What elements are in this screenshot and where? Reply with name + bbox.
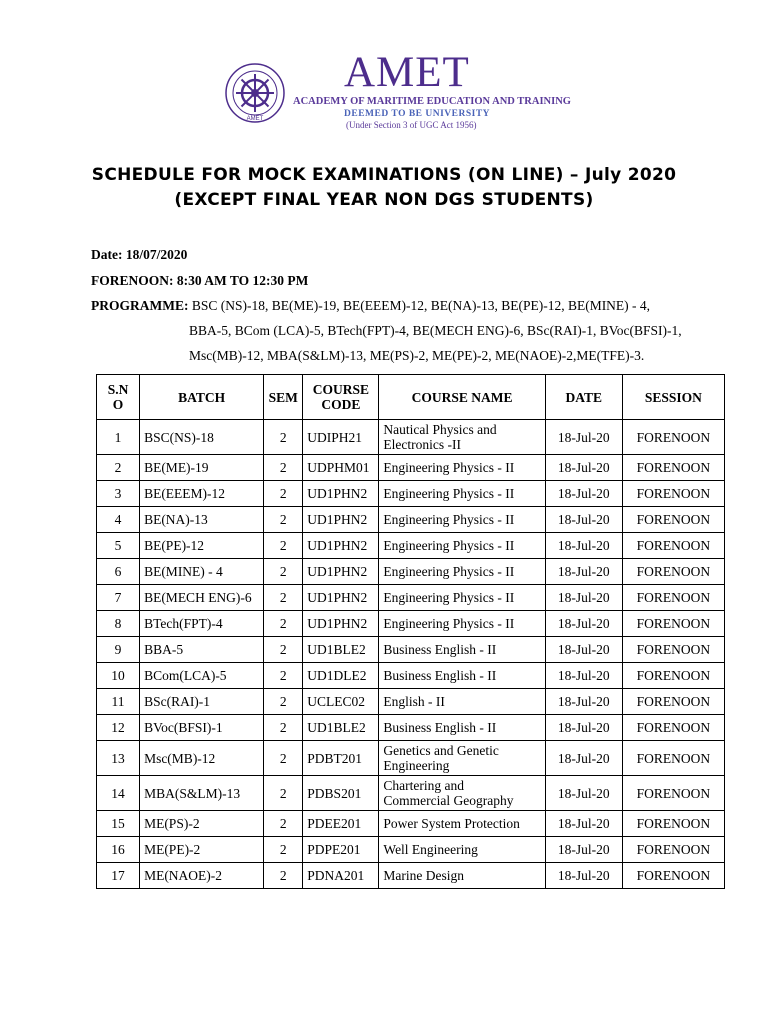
- header-session: SESSION: [622, 375, 724, 420]
- cell-course-name: Engineering Physics - II: [379, 455, 545, 481]
- schedule-table: [96, 374, 725, 889]
- cell-date: 18-Jul-20: [545, 663, 622, 689]
- table-header-row: [97, 375, 725, 420]
- cell-batch: BE(PE)-12: [140, 533, 264, 559]
- cell-session: FORENOON: [622, 637, 724, 663]
- table-row: [97, 611, 725, 637]
- cell-batch: BSC(NS)-18: [140, 420, 264, 455]
- forenoon-value: 8:30 AM TO 12:30 PM: [176, 273, 309, 288]
- cell-course-name: [379, 741, 545, 776]
- cell-sno: 2: [97, 455, 140, 481]
- cell-batch: ME(PE)-2: [140, 837, 264, 863]
- cell-batch: BE(EEEM)-12: [140, 481, 264, 507]
- table-row: [97, 741, 725, 776]
- cell-batch: ME(NAOE)-2: [140, 863, 264, 889]
- cell-session: FORENOON: [622, 811, 724, 837]
- cell-batch: BE(ME)-19: [140, 455, 264, 481]
- forenoon-line: [91, 273, 308, 289]
- cell-batch: BE(MINE) - 4: [140, 559, 264, 585]
- table-row: [97, 637, 725, 663]
- table-row: [97, 455, 725, 481]
- cell-session: FORENOON: [622, 837, 724, 863]
- header-course-name: COURSE NAME: [379, 375, 545, 420]
- cell-sem: 2: [264, 481, 303, 507]
- cell-session: FORENOON: [622, 776, 724, 811]
- cell-date: 18-Jul-20: [545, 776, 622, 811]
- cell-date: 18-Jul-20: [545, 585, 622, 611]
- cell-sno: 14: [97, 776, 140, 811]
- cell-sem: 2: [264, 585, 303, 611]
- cell-sno: 1: [97, 420, 140, 455]
- cell-session: FORENOON: [622, 481, 724, 507]
- cell-batch: BE(NA)-13: [140, 507, 264, 533]
- cell-sno: 15: [97, 811, 140, 837]
- cell-course-code: UD1PHN2: [303, 507, 379, 533]
- date-label: Date:: [91, 247, 123, 262]
- cell-sem: 2: [264, 741, 303, 776]
- cell-course-code: UDPHM01: [303, 455, 379, 481]
- cell-session: FORENOON: [622, 715, 724, 741]
- programme-line-2: BBA-5, BCom (LCA)-5, BTech(FPT)-4, BE(MECH ENG)-6, BSc(RAI)-1, BVoc(BFSI)-1,: [189, 323, 682, 338]
- cell-sem: 2: [264, 455, 303, 481]
- cell-sem: 2: [264, 837, 303, 863]
- cell-course-code: UD1DLE2: [303, 663, 379, 689]
- page-subtitle: (EXCEPT FINAL YEAR NON DGS STUDENTS): [174, 190, 594, 210]
- cell-batch: MBA(S&LM)-13: [140, 776, 264, 811]
- date-line: [91, 247, 187, 263]
- cell-course-name: [379, 776, 545, 811]
- cell-session: FORENOON: [622, 663, 724, 689]
- cell-course-code: UDIPH21: [303, 420, 379, 455]
- cell-session: FORENOON: [622, 863, 724, 889]
- cell-sno: 16: [97, 837, 140, 863]
- cell-sem: 2: [264, 776, 303, 811]
- cell-batch: BTech(FPT)-4: [140, 611, 264, 637]
- cell-course-code: UD1PHN2: [303, 481, 379, 507]
- cell-course-code: UD1BLE2: [303, 637, 379, 663]
- cell-session: FORENOON: [622, 585, 724, 611]
- cell-sno: 7: [97, 585, 140, 611]
- cell-sno: 4: [97, 507, 140, 533]
- cell-sno: 6: [97, 559, 140, 585]
- table-row: [97, 481, 725, 507]
- cell-course-name: Engineering Physics - II: [379, 559, 545, 585]
- cell-sem: 2: [264, 611, 303, 637]
- cell-course-code: UD1PHN2: [303, 559, 379, 585]
- course-name-line-2: Electronics -II: [383, 437, 461, 452]
- cell-session: FORENOON: [622, 741, 724, 776]
- cell-course-code: PDBS201: [303, 776, 379, 811]
- cell-course-name: Well Engineering: [379, 837, 545, 863]
- programme-line-1: [91, 298, 650, 314]
- cell-course-name: Engineering Physics - II: [379, 481, 545, 507]
- cell-sem: 2: [264, 715, 303, 741]
- cell-date: 18-Jul-20: [545, 811, 622, 837]
- cell-sem: 2: [264, 689, 303, 715]
- cell-date: 18-Jul-20: [545, 715, 622, 741]
- cell-session: FORENOON: [622, 533, 724, 559]
- header-sem: SEM: [264, 375, 303, 420]
- table-row: [97, 663, 725, 689]
- cell-batch: BCom(LCA)-5: [140, 663, 264, 689]
- cell-course-code: PDEE201: [303, 811, 379, 837]
- cell-course-code: UD1PHN2: [303, 611, 379, 637]
- date-value: 18/07/2020: [125, 247, 188, 262]
- cell-session: FORENOON: [622, 455, 724, 481]
- forenoon-label: FORENOON:: [91, 273, 174, 288]
- cell-sno: 8: [97, 611, 140, 637]
- cell-sno: 11: [97, 689, 140, 715]
- cell-session: FORENOON: [622, 689, 724, 715]
- cell-sem: 2: [264, 637, 303, 663]
- header-batch: BATCH: [140, 375, 264, 420]
- cell-session: FORENOON: [622, 611, 724, 637]
- cell-sem: 2: [264, 533, 303, 559]
- svg-text:AMET: AMET: [246, 116, 264, 122]
- table-row: [97, 533, 725, 559]
- cell-sno: 12: [97, 715, 140, 741]
- table-row: [97, 507, 725, 533]
- table-row: [97, 559, 725, 585]
- cell-course-name: Business English - II: [379, 663, 545, 689]
- table-row: [97, 811, 725, 837]
- cell-sem: 2: [264, 559, 303, 585]
- header-date: DATE: [545, 375, 622, 420]
- cell-date: 18-Jul-20: [545, 689, 622, 715]
- brand-act: (Under Section 3 of UGC Act 1956): [346, 120, 477, 130]
- cell-course-code: PDPE201: [303, 837, 379, 863]
- cell-batch: BBA-5: [140, 637, 264, 663]
- table-row: [97, 863, 725, 889]
- course-name-line-1: Nautical Physics and: [383, 422, 497, 437]
- cell-batch: BSc(RAI)-1: [140, 689, 264, 715]
- table-row: [97, 585, 725, 611]
- cell-course-name: Engineering Physics - II: [379, 611, 545, 637]
- course-name-line-2: Commercial Geography: [383, 793, 514, 808]
- cell-sno: 5: [97, 533, 140, 559]
- cell-sem: 2: [264, 420, 303, 455]
- table-row: [97, 837, 725, 863]
- cell-sem: 2: [264, 507, 303, 533]
- cell-session: FORENOON: [622, 559, 724, 585]
- cell-course-code: UD1PHN2: [303, 585, 379, 611]
- cell-date: 18-Jul-20: [545, 611, 622, 637]
- cell-batch: ME(PS)-2: [140, 811, 264, 837]
- cell-course-code: UD1BLE2: [303, 715, 379, 741]
- page-title: SCHEDULE FOR MOCK EXAMINATIONS (ON LINE) – July 2020: [91, 165, 677, 185]
- cell-course-code: PDNA201: [303, 863, 379, 889]
- table-body: [97, 420, 725, 889]
- brand-name: AMET: [344, 49, 470, 96]
- cell-date: 18-Jul-20: [545, 637, 622, 663]
- cell-batch: BVoc(BFSI)-1: [140, 715, 264, 741]
- cell-sno: 17: [97, 863, 140, 889]
- cell-batch: BE(MECH ENG)-6: [140, 585, 264, 611]
- cell-course-name: Engineering Physics - II: [379, 533, 545, 559]
- table-row: [97, 715, 725, 741]
- cell-sno: 3: [97, 481, 140, 507]
- cell-course-code: UD1PHN2: [303, 533, 379, 559]
- course-name-line-2: Engineering: [383, 758, 450, 773]
- cell-date: 18-Jul-20: [545, 507, 622, 533]
- brand-full-name: ACADEMY OF MARITIME EDUCATION AND TRAINING: [293, 96, 571, 107]
- cell-course-name: [379, 420, 545, 455]
- brand-status: DEEMED TO BE UNIVERSITY: [344, 109, 491, 119]
- programme-line-3: Msc(MB)-12, MBA(S&LM)-13, ME(PS)-2, ME(PE)-2, ME(NAOE)-2,ME(TFE)-3.: [189, 348, 645, 363]
- cell-course-code: PDBT201: [303, 741, 379, 776]
- programme-label: PROGRAMME:: [91, 298, 189, 313]
- course-name-line-1: Genetics and Genetic: [383, 743, 499, 758]
- cell-course-name: Power System Protection: [379, 811, 545, 837]
- header-sno: S.N O: [97, 375, 140, 420]
- cell-sno: 9: [97, 637, 140, 663]
- cell-date: 18-Jul-20: [545, 741, 622, 776]
- cell-date: 18-Jul-20: [545, 863, 622, 889]
- cell-date: 18-Jul-20: [545, 837, 622, 863]
- course-name-line-1: Chartering and: [383, 778, 465, 793]
- cell-course-name: Engineering Physics - II: [379, 507, 545, 533]
- cell-date: 18-Jul-20: [545, 455, 622, 481]
- cell-course-name: Marine Design: [379, 863, 545, 889]
- table-row: [97, 420, 725, 455]
- cell-course-name: Engineering Physics - II: [379, 585, 545, 611]
- cell-course-name: Business English - II: [379, 637, 545, 663]
- cell-date: 18-Jul-20: [545, 420, 622, 455]
- cell-sno: 10: [97, 663, 140, 689]
- amet-seal-logo: [224, 62, 286, 124]
- cell-course-name: Business English - II: [379, 715, 545, 741]
- cell-date: 18-Jul-20: [545, 559, 622, 585]
- cell-sem: 2: [264, 863, 303, 889]
- table-row: [97, 689, 725, 715]
- cell-batch: Msc(MB)-12: [140, 741, 264, 776]
- header-course-code: COURSE CODE: [303, 375, 379, 420]
- table-row: [97, 776, 725, 811]
- cell-sem: 2: [264, 663, 303, 689]
- cell-sem: 2: [264, 811, 303, 837]
- letterhead: [224, 49, 571, 134]
- cell-course-code: UCLEC02: [303, 689, 379, 715]
- cell-session: FORENOON: [622, 507, 724, 533]
- cell-date: 18-Jul-20: [545, 481, 622, 507]
- cell-course-name: English - II: [379, 689, 545, 715]
- cell-sno: 13: [97, 741, 140, 776]
- cell-session: FORENOON: [622, 420, 724, 455]
- cell-date: 18-Jul-20: [545, 533, 622, 559]
- programme-text-1: BSC (NS)-18, BE(ME)-19, BE(EEEM)-12, BE(NA)-13, BE(PE)-12, BE(MINE) - 4,: [191, 298, 651, 313]
